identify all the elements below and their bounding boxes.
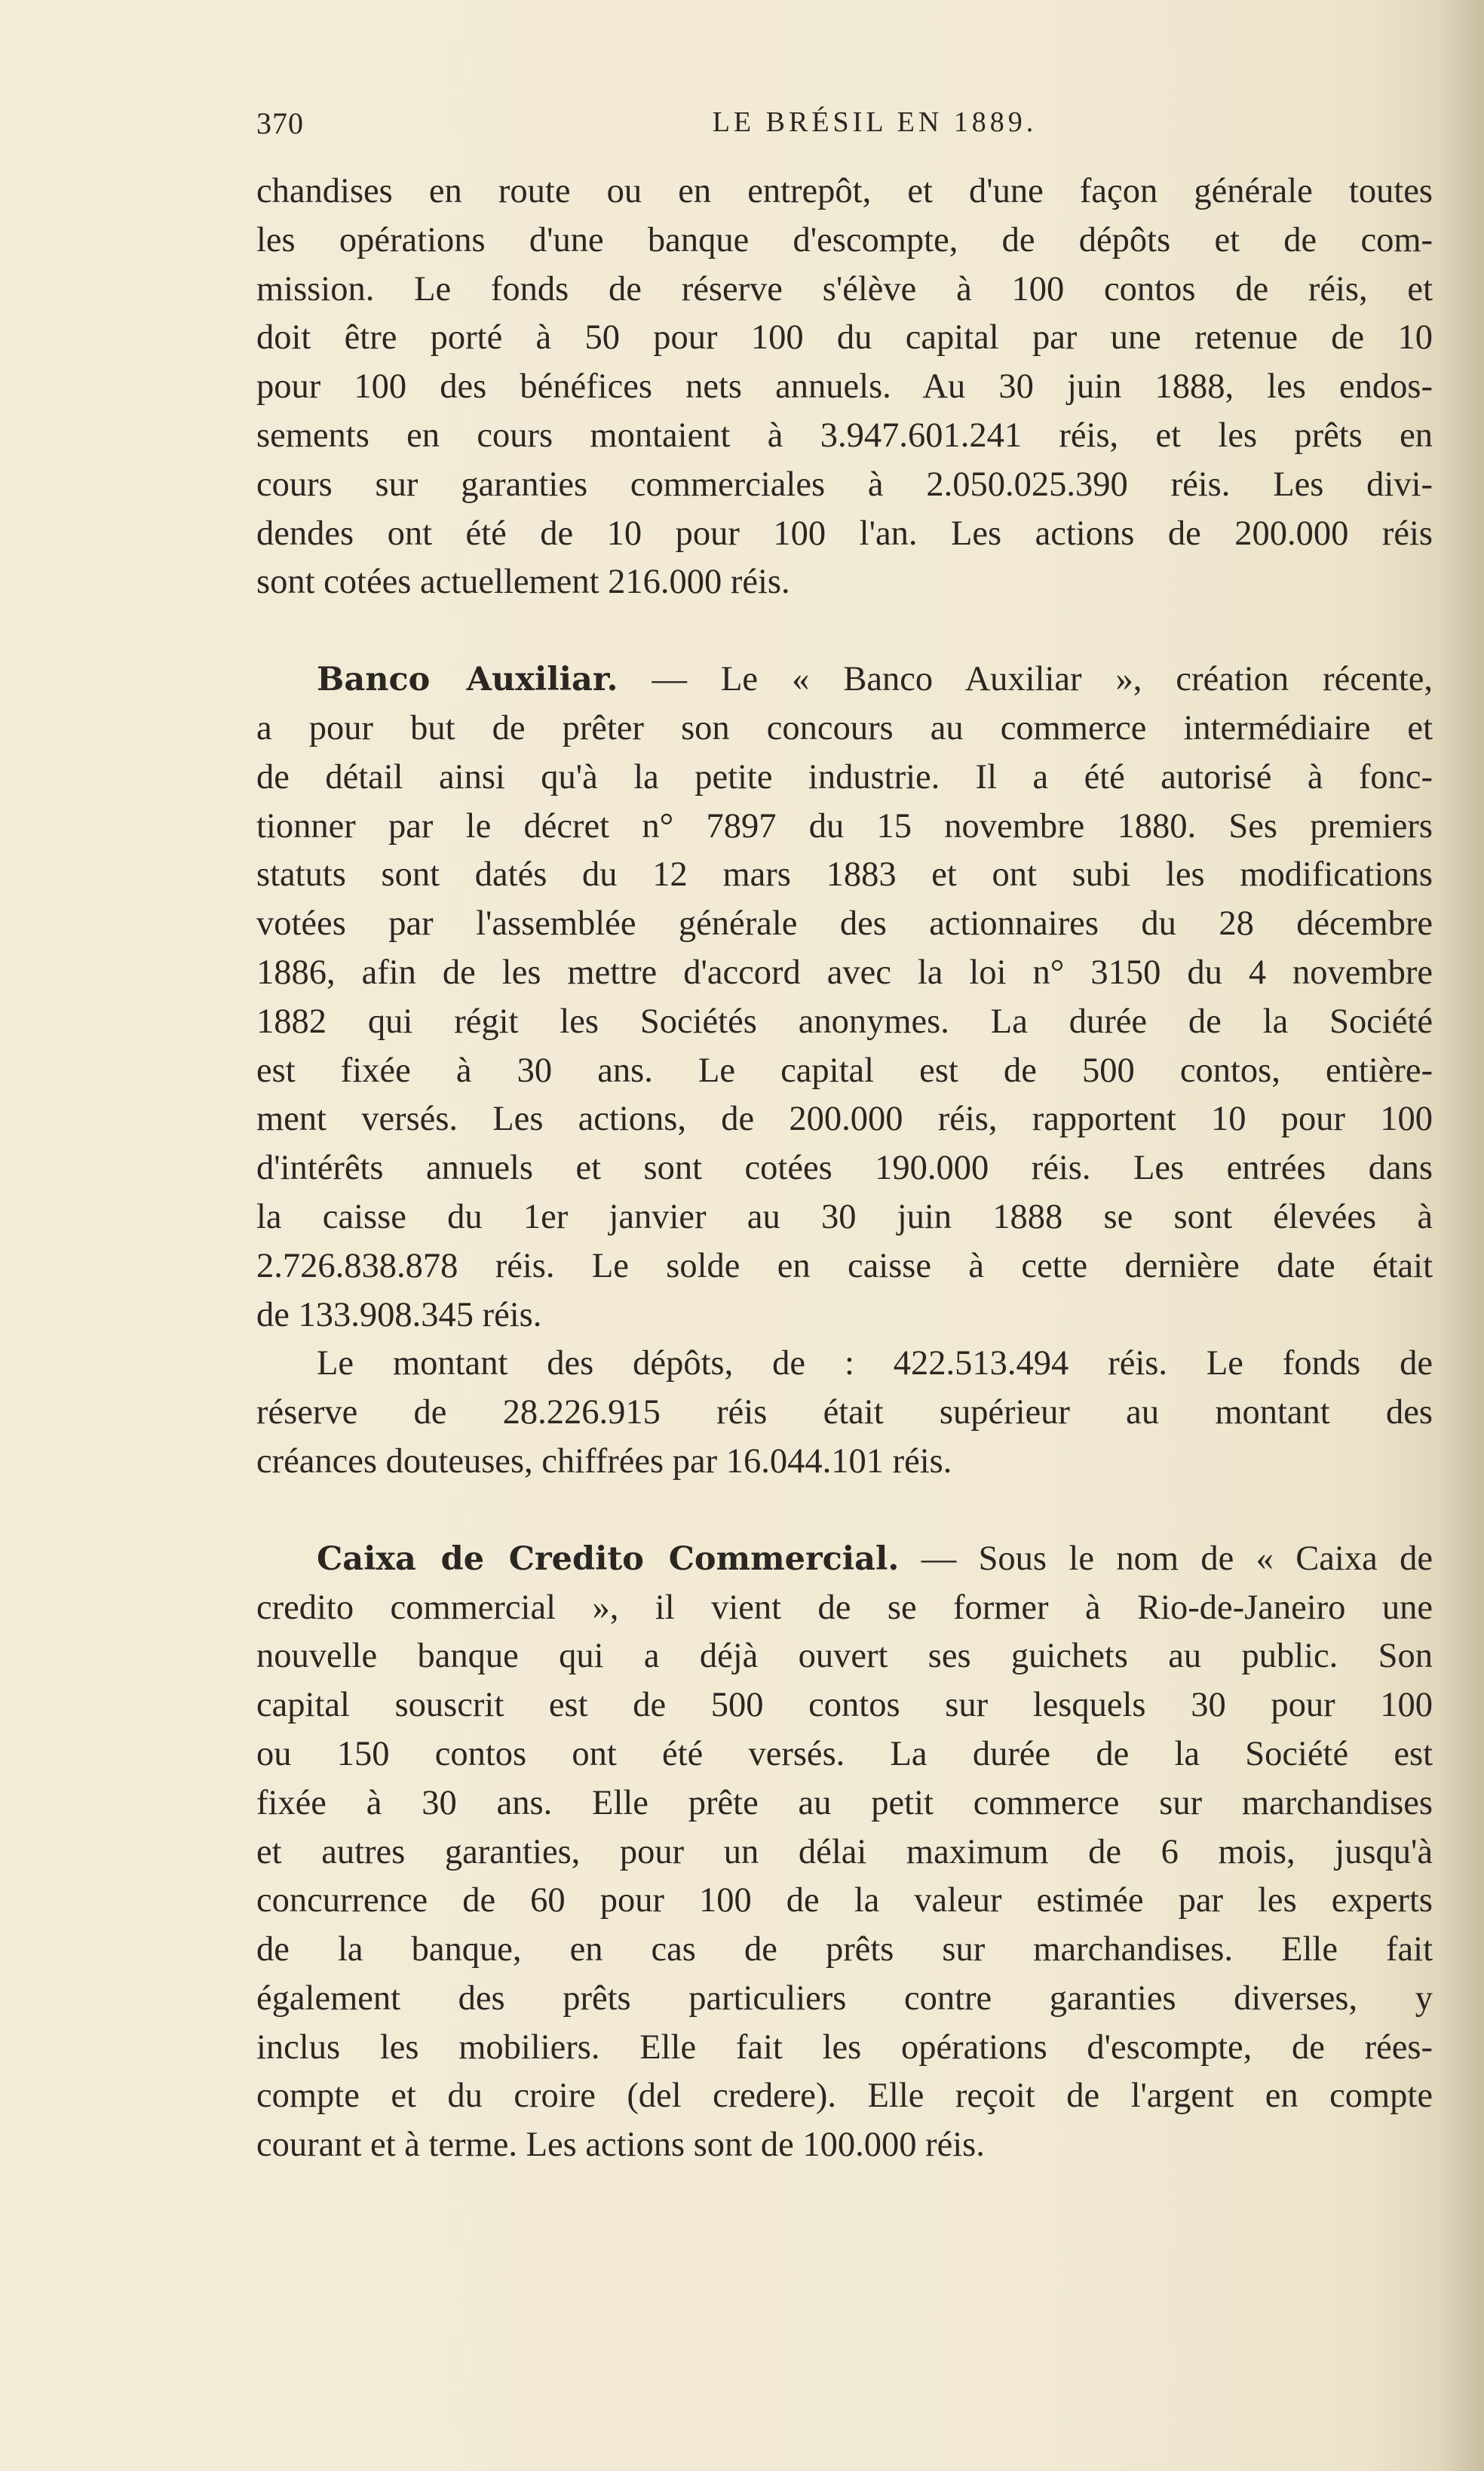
page-edge-shadow <box>1439 0 1484 2471</box>
text-line: également des prêts particuliers contre garanties diverses, y <box>256 1978 1433 2018</box>
text-line: et autres garanties, pour un délai maximum de 6 mois, jusqu'à <box>256 1832 1433 1871</box>
section-heading-banco-auxiliar: Banco Auxiliar. <box>317 661 618 699</box>
text-line: 2.726.838.878 réis. Le solde en caisse à cette dernière date était <box>256 1246 1433 1285</box>
text-line: ment versés. Les actions, de 200.000 réis, rapportent 10 pour 100 <box>256 1100 1433 1139</box>
text-line: fixée à 30 ans. Elle prête au petit commerce sur marchandises <box>256 1783 1433 1822</box>
text-line: a pour but de prêter son concours au commerce intermédiaire et <box>256 708 1433 747</box>
text-line: de détail ainsi qu'à la petite industrie. Il a été autorisé à fonc- <box>256 757 1433 797</box>
text-line: statuts sont datés du 12 mars 1883 et ont subi les modifications <box>256 855 1433 895</box>
text-line: les opérations d'une banque d'escompte, de dépôts et de com- <box>256 220 1433 259</box>
text-line: inclus les mobiliers. Elle fait les opérations d'escompte, de rées- <box>256 2027 1433 2067</box>
banco-auxiliar-section <box>256 655 1433 1487</box>
text-line: de la banque, en cas de prêts sur marchandises. Elle fait <box>256 1930 1433 1969</box>
text-line: 1886, afin de les mettre d'accord avec la loi n° 3150 du 4 novembre <box>256 953 1433 992</box>
text-line: doit être porté à 50 pour 100 du capital par une retenue de 10 <box>256 318 1433 358</box>
text-line: credito commercial », il vient de se former à Rio-de-Janeiro une <box>256 1588 1433 1627</box>
intro-paragraph <box>256 167 1433 607</box>
text-line: de 133.908.345 réis. <box>256 1295 542 1334</box>
body-text <box>256 167 1433 2170</box>
text-line: chandises en route ou en entrepôt, et d'une façon générale toutes <box>256 172 1433 210</box>
section-first-line-text: — Le « Banco Auxiliar », création récente, <box>652 660 1433 699</box>
text-line: dendes ont été de 10 pour 100 l'an. Les actions de 200.000 réis <box>256 514 1433 553</box>
section-gap <box>256 607 1433 655</box>
text-line: compte et du croire (del credere). Elle reçoit de l'argent en compte <box>256 2077 1433 2116</box>
text-line: pour 100 des bénéfices nets annuels. Au 30 juin 1888, les endos- <box>256 367 1433 407</box>
text-line: sont cotées actuellement 216.000 réis. <box>256 563 790 602</box>
page-number: 370 <box>256 106 304 140</box>
text-line: mission. Le fonds de réserve s'élève à 100 contos de réis, et <box>256 269 1433 308</box>
page-header <box>256 106 1433 151</box>
text-line: ou 150 contos ont été versés. La durée de la Société est <box>256 1734 1433 1773</box>
text-line: créances douteuses, chiffrées par 16.044.101 réis. <box>256 1441 952 1481</box>
section-first-line <box>256 1535 1433 1584</box>
section-first-line-text: — Sous le nom de « Caixa de <box>921 1539 1433 1578</box>
section-gap <box>256 1487 1433 1535</box>
text-line: nouvelle banque qui a déjà ouvert ses guichets au public. Son <box>256 1637 1433 1676</box>
text-line: votées par l'assemblée générale des actionnaires du 28 décembre <box>256 904 1433 944</box>
text-line: cours sur garanties commerciales à 2.050.025.390 réis. Les divi- <box>256 465 1433 504</box>
section-heading-caixa-credito: Caixa de Credito Commercial. <box>317 1539 900 1578</box>
section-first-line <box>256 655 1433 704</box>
text-line: la caisse du 1er janvier au 30 juin 1888 se sont élevées à <box>256 1197 1433 1236</box>
caixa-credito-section <box>256 1535 1433 2170</box>
text-line: capital souscrit est de 500 contos sur lesquels 30 pour 100 <box>256 1686 1433 1725</box>
running-title: LE BRÉSIL EN 1889. <box>712 106 1038 138</box>
text-line: d'intérêts annuels et sont cotées 190.000 réis. Les entrées dans <box>256 1149 1433 1188</box>
text-line: sements en cours montaient à 3.947.601.241 réis, et les prêts en <box>256 416 1433 455</box>
text-line: concurrence de 60 pour 100 de la valeur estimée par les experts <box>256 1881 1433 1920</box>
text-line: 1882 qui régit les Sociétés anonymes. La durée de la Société <box>256 1002 1433 1041</box>
text-line: est fixée à 30 ans. Le capital est de 500 contos, entière- <box>256 1051 1433 1090</box>
text-line: courant et à terme. Les actions sont de 100.000 réis. <box>256 2126 985 2165</box>
text-line: tionner par le décret n° 7897 du 15 novembre 1880. Ses premiers <box>256 806 1433 846</box>
text-line: Le montant des dépôts, de : 422.513.494 réis. Le fonds de <box>317 1344 1433 1383</box>
text-line: réserve de 28.226.915 réis était supérieur au montant des <box>256 1393 1433 1432</box>
